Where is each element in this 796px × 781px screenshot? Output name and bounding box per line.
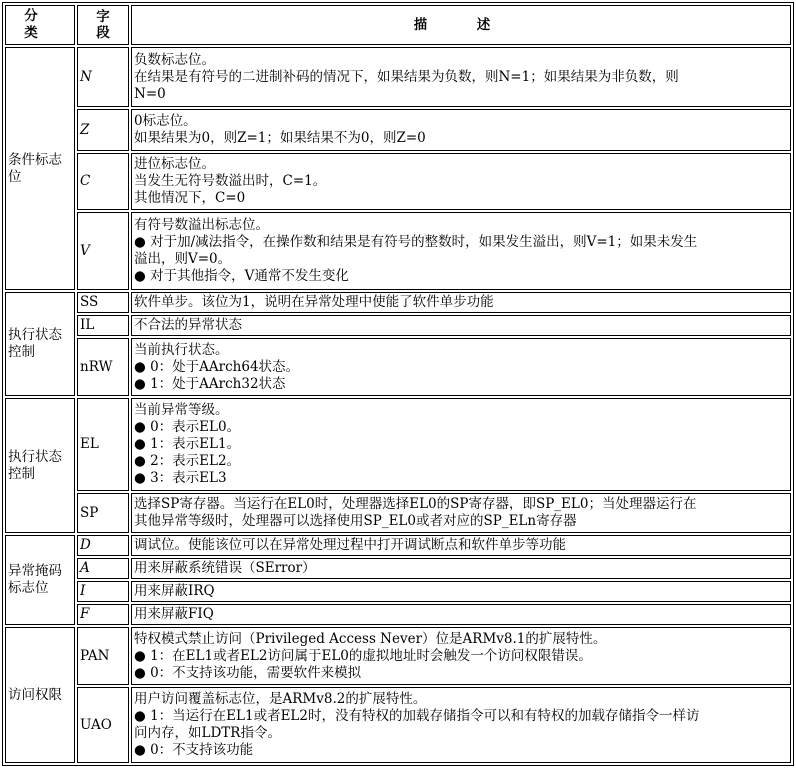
table-row: [5, 292, 791, 313]
header-description: 描 述: [131, 5, 791, 45]
pstate-field-table: [2, 2, 794, 766]
description-cell: 用户访问覆盖标志位，是ARMv8.2的扩展特性。 ● 1：当运行在EL1或者EL2时，没有特权的加载存储指令可以和有特权的加载存储指令一样访 问内存，如LDTR指令。 ● 0：不支持该功能: [131, 687, 791, 763]
field-cell: C: [77, 153, 129, 210]
description-cell: 当前异常等级。 ● 0：表示EL0。 ● 1：表示EL1。 ● 2：表示EL2。 ● 3：表示EL3: [131, 398, 791, 491]
description-cell: 调试位。使能该位可以在异常处理过程中打开调试断点和软件单步等功能: [131, 535, 791, 556]
field-cell: SS: [77, 292, 129, 313]
description-cell: 0标志位。 如果结果为0，则Z=1；如果结果不为0，则Z=0: [131, 109, 791, 151]
field-cell: I: [77, 581, 129, 602]
group-label-exec2: 执行状态控制: [5, 398, 75, 533]
table-row: [5, 493, 791, 533]
field-cell: nRW: [77, 338, 129, 396]
table-row: [5, 535, 791, 556]
table-row: [5, 109, 791, 151]
field-cell: F: [77, 604, 129, 625]
field-cell: V: [77, 212, 129, 290]
field-cell: D: [77, 535, 129, 556]
field-cell: UAO: [77, 687, 129, 763]
description-cell: 用来屏蔽FIQ: [131, 604, 791, 625]
table-row: [5, 558, 791, 579]
table-row: [5, 604, 791, 625]
group-label-access: 访问权限: [5, 627, 75, 763]
table-row: [5, 581, 791, 602]
table-row: [5, 687, 791, 763]
table-row: [5, 315, 791, 336]
description-cell: 不合法的异常状态: [131, 315, 791, 336]
description-cell: 当前执行状态。 ● 0：处于AArch64状态。 ● 1：处于AArch32状态: [131, 338, 791, 396]
table-row: [5, 338, 791, 396]
header-category: 分 类: [5, 5, 75, 45]
table-row: [5, 627, 791, 685]
description-cell: 负数标志位。 在结果是有符号的二进制补码的情况下，如果结果为负数，则N=1；如果结果为非负数，则 N=0: [131, 47, 791, 107]
table-row: [5, 47, 791, 107]
field-cell: IL: [77, 315, 129, 336]
group-label-exec1: 执行状态控制: [5, 292, 75, 396]
group-label-mask: 异常掩码标志位: [5, 535, 75, 625]
field-cell: PAN: [77, 627, 129, 685]
field-cell: EL: [77, 398, 129, 491]
description-cell: 特权模式禁止访问（Privileged Access Never）位是ARMv8.1的扩展特性。 ● 1：在EL1或者EL2访问属于EL0的虚拟地址时会触发一个访问权限错误。 ● 0：不支持该功能，需要软件来模拟: [131, 627, 791, 685]
description-cell: 软件单步。该位为1，说明在异常处理中使能了软件单步功能: [131, 292, 791, 313]
table-row: [5, 398, 791, 491]
field-cell: N: [77, 47, 129, 107]
field-cell: SP: [77, 493, 129, 533]
description-cell: 用来屏蔽系统错误（SError）: [131, 558, 791, 579]
description-cell: 用来屏蔽IRQ: [131, 581, 791, 602]
header-row: [5, 5, 791, 45]
group-label-cond: 条件标志位: [5, 47, 75, 290]
field-cell: A: [77, 558, 129, 579]
description-cell: 有符号数溢出标志位。 ● 对于加/减法指令，在操作数和结果是有符号的整数时，如果发生溢出，则V=1；如果未发生 溢出，则V=0。 ● 对于其他指令，V通常不发生变化: [131, 212, 791, 290]
description-cell: 选择SP寄存器。当运行在EL0时，处理器选择EL0的SP寄存器，即SP_EL0；当处理器运行在 其他异常等级时，处理器可以选择使用SP_EL0或者对应的SP_ELn寄存器: [131, 493, 791, 533]
description-cell: 进位标志位。 当发生无符号数溢出时，C=1。 其他情况下，C=0: [131, 153, 791, 210]
header-field: 字 段: [77, 5, 129, 45]
table-row: [5, 153, 791, 210]
field-cell: Z: [77, 109, 129, 151]
table-row: [5, 212, 791, 290]
